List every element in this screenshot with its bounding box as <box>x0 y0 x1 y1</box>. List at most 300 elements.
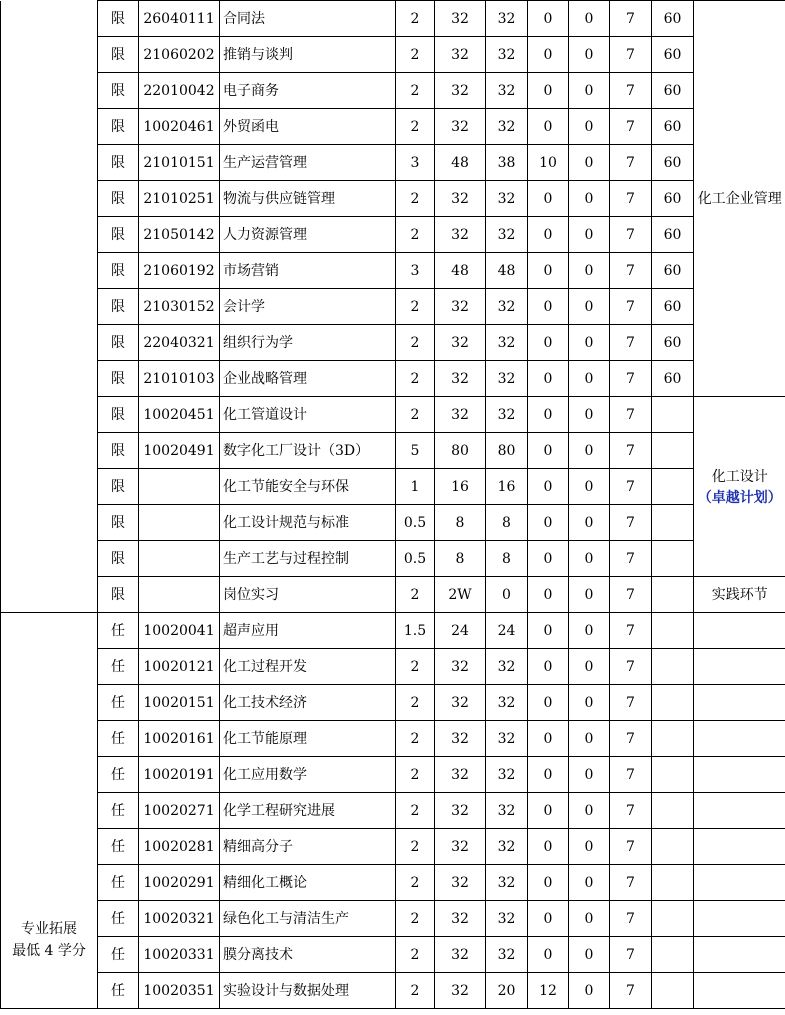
table-row <box>1 289 785 325</box>
practice-hours-cell: 0 <box>569 721 610 757</box>
practice-hours-cell: 0 <box>569 685 610 721</box>
semester-cell: 7 <box>610 757 652 793</box>
course-name-cell: 岗位实习 <box>220 577 396 613</box>
practice-hours-cell: 0 <box>569 757 610 793</box>
total-hours-cell: 32 <box>435 865 486 901</box>
lecture-hours-cell: 32 <box>486 901 528 937</box>
credits-cell: 2 <box>396 325 435 361</box>
course-code-cell: 26040111 <box>139 1 220 37</box>
lecture-hours-cell: 32 <box>486 865 528 901</box>
lecture-hours-cell: 48 <box>486 253 528 289</box>
lecture-hours-cell: 16 <box>486 469 528 505</box>
total-hours-cell: 32 <box>435 901 486 937</box>
course-type-cell: 任 <box>98 685 139 721</box>
course-type-cell: 任 <box>98 901 139 937</box>
lab-hours-cell: 0 <box>528 937 569 973</box>
semester-cell: 7 <box>610 289 652 325</box>
limit-cell: 60 <box>652 73 694 109</box>
total-hours-cell: 32 <box>435 37 486 73</box>
lab-hours-cell: 0 <box>528 397 569 433</box>
course-type-cell: 限 <box>98 469 139 505</box>
practice-hours-cell: 0 <box>569 469 610 505</box>
limit-cell <box>652 937 694 973</box>
practice-hours-cell: 0 <box>569 37 610 73</box>
course-name-cell: 外贸函电 <box>220 109 396 145</box>
lecture-hours-cell: 32 <box>486 685 528 721</box>
credits-cell: 2 <box>396 721 435 757</box>
credits-cell: 2 <box>396 289 435 325</box>
lab-hours-cell: 0 <box>528 1 569 37</box>
limit-cell: 60 <box>652 109 694 145</box>
remark-cell <box>694 973 785 1009</box>
total-hours-cell: 32 <box>435 829 486 865</box>
course-type-cell: 限 <box>98 397 139 433</box>
credits-cell: 2 <box>396 109 435 145</box>
lecture-hours-cell: 32 <box>486 325 528 361</box>
lab-hours-cell: 0 <box>528 109 569 145</box>
table-row <box>1 37 785 73</box>
total-hours-cell: 80 <box>435 433 486 469</box>
limit-cell: 60 <box>652 37 694 73</box>
lab-hours-cell: 0 <box>528 649 569 685</box>
course-code-cell: 10020191 <box>139 757 220 793</box>
course-code-cell: 10020291 <box>139 865 220 901</box>
table-row <box>1 901 785 937</box>
practice-hours-cell: 0 <box>569 505 610 541</box>
table-row <box>1 865 785 901</box>
limit-cell: 60 <box>652 325 694 361</box>
course-name-cell: 化学工程研究进展 <box>220 793 396 829</box>
lab-hours-cell: 0 <box>528 793 569 829</box>
course-code-cell: 10020351 <box>139 973 220 1009</box>
lecture-hours-cell: 32 <box>486 649 528 685</box>
credits-cell: 2 <box>396 181 435 217</box>
lab-hours-cell: 0 <box>528 685 569 721</box>
course-code-cell <box>139 505 220 541</box>
course-code-cell: 10020491 <box>139 433 220 469</box>
semester-cell: 7 <box>610 541 652 577</box>
course-code-cell: 21010151 <box>139 145 220 181</box>
lecture-hours-cell: 80 <box>486 433 528 469</box>
remark-text: 化工企业管理 <box>697 190 782 207</box>
semester-cell: 7 <box>610 397 652 433</box>
limit-cell <box>652 973 694 1009</box>
practice-hours-cell: 0 <box>569 325 610 361</box>
table-row <box>1 1 785 37</box>
limit-cell <box>652 505 694 541</box>
course-name-cell: 膜分离技术 <box>220 937 396 973</box>
table-row <box>1 613 785 649</box>
lab-hours-cell: 0 <box>528 361 569 397</box>
course-type-cell: 限 <box>98 181 139 217</box>
course-code-cell: 10020041 <box>139 613 220 649</box>
course-name-cell: 化工管道设计 <box>220 397 396 433</box>
course-type-cell: 任 <box>98 757 139 793</box>
remark-cell <box>694 721 785 757</box>
semester-cell: 7 <box>610 145 652 181</box>
course-name-cell: 市场营销 <box>220 253 396 289</box>
lab-hours-cell: 0 <box>528 613 569 649</box>
course-name-cell: 生产工艺与过程控制 <box>220 541 396 577</box>
course-code-cell: 21060192 <box>139 253 220 289</box>
lab-hours-cell: 0 <box>528 217 569 253</box>
practice-hours-cell: 0 <box>569 829 610 865</box>
limit-cell <box>652 649 694 685</box>
course-name-cell: 人力资源管理 <box>220 217 396 253</box>
semester-cell: 7 <box>610 37 652 73</box>
limit-cell <box>652 397 694 433</box>
course-name-cell: 推销与谈判 <box>220 37 396 73</box>
total-hours-cell: 32 <box>435 217 486 253</box>
course-type-cell: 限 <box>98 217 139 253</box>
practice-hours-cell: 0 <box>569 901 610 937</box>
table-row <box>1 397 785 433</box>
remark-group-enterprise-management <box>694 1 785 397</box>
table-row <box>1 361 785 397</box>
limit-cell <box>652 685 694 721</box>
table-row <box>1 973 785 1009</box>
course-code-cell <box>139 577 220 613</box>
limit-cell <box>652 721 694 757</box>
remark-text: 化工设计 <box>711 468 768 485</box>
remark-group-practice <box>694 577 785 613</box>
table-row <box>1 181 785 217</box>
category-extension-cell <box>1 613 98 1009</box>
remark-cell <box>694 757 785 793</box>
lab-hours-cell: 0 <box>528 505 569 541</box>
credits-cell: 2 <box>396 1 435 37</box>
course-name-cell: 精细高分子 <box>220 829 396 865</box>
total-hours-cell: 32 <box>435 181 486 217</box>
lecture-hours-cell: 32 <box>486 397 528 433</box>
remark-cell <box>694 793 785 829</box>
course-type-cell: 任 <box>98 649 139 685</box>
remark-group-chemical-design <box>694 397 785 577</box>
lecture-hours-cell: 32 <box>486 289 528 325</box>
credits-cell: 2 <box>396 865 435 901</box>
course-code-cell: 10020281 <box>139 829 220 865</box>
lab-hours-cell: 0 <box>528 865 569 901</box>
table-row <box>1 829 785 865</box>
course-type-cell: 限 <box>98 73 139 109</box>
course-name-cell: 超声应用 <box>220 613 396 649</box>
lecture-hours-cell: 32 <box>486 829 528 865</box>
semester-cell: 7 <box>610 937 652 973</box>
course-code-cell: 22040321 <box>139 325 220 361</box>
total-hours-cell: 32 <box>435 937 486 973</box>
limit-cell: 60 <box>652 289 694 325</box>
lab-hours-cell: 0 <box>528 73 569 109</box>
semester-cell: 7 <box>610 505 652 541</box>
course-name-cell: 绿色化工与清洁生产 <box>220 901 396 937</box>
credits-cell: 2 <box>396 217 435 253</box>
course-code-cell: 10020271 <box>139 793 220 829</box>
practice-hours-cell: 0 <box>569 793 610 829</box>
course-code-cell: 22010042 <box>139 73 220 109</box>
practice-hours-cell: 0 <box>569 217 610 253</box>
table-row <box>1 577 785 613</box>
semester-cell: 7 <box>610 217 652 253</box>
course-type-cell: 任 <box>98 793 139 829</box>
course-name-cell: 电子商务 <box>220 73 396 109</box>
credits-cell: 2 <box>396 685 435 721</box>
lecture-hours-cell: 0 <box>486 577 528 613</box>
course-code-cell: 21060202 <box>139 37 220 73</box>
category-label: 专业拓展 <box>21 921 77 937</box>
course-name-cell: 数字化工厂设计（3D） <box>220 433 396 469</box>
semester-cell: 7 <box>610 109 652 145</box>
practice-hours-cell: 0 <box>569 865 610 901</box>
limit-cell: 60 <box>652 217 694 253</box>
lab-hours-cell: 0 <box>528 289 569 325</box>
total-hours-cell: 32 <box>435 325 486 361</box>
course-name-cell: 化工应用数学 <box>220 757 396 793</box>
lab-hours-cell: 0 <box>528 37 569 73</box>
table-row <box>1 721 785 757</box>
course-code-cell: 21010103 <box>139 361 220 397</box>
remark-cell <box>694 649 785 685</box>
remark-cell <box>694 829 785 865</box>
semester-cell: 7 <box>610 325 652 361</box>
limit-cell <box>652 865 694 901</box>
total-hours-cell: 32 <box>435 289 486 325</box>
credits-cell: 3 <box>396 253 435 289</box>
lab-hours-cell: 10 <box>528 145 569 181</box>
semester-cell: 7 <box>610 433 652 469</box>
semester-cell: 7 <box>610 865 652 901</box>
course-name-cell: 精细化工概论 <box>220 865 396 901</box>
total-hours-cell: 32 <box>435 973 486 1009</box>
table-row <box>1 541 785 577</box>
course-code-cell: 10020161 <box>139 721 220 757</box>
course-code-cell: 10020461 <box>139 109 220 145</box>
course-type-cell: 限 <box>98 361 139 397</box>
remark-cell <box>694 865 785 901</box>
course-name-cell: 会计学 <box>220 289 396 325</box>
total-hours-cell: 32 <box>435 1 486 37</box>
lecture-hours-cell: 8 <box>486 541 528 577</box>
course-type-cell: 限 <box>98 505 139 541</box>
course-code-cell: 10020321 <box>139 901 220 937</box>
lab-hours-cell: 12 <box>528 973 569 1009</box>
lab-hours-cell: 0 <box>528 757 569 793</box>
limit-cell <box>652 433 694 469</box>
course-code-cell <box>139 469 220 505</box>
limit-cell: 60 <box>652 361 694 397</box>
lecture-hours-cell: 32 <box>486 109 528 145</box>
limit-cell <box>652 541 694 577</box>
course-type-cell: 限 <box>98 541 139 577</box>
practice-hours-cell: 0 <box>569 181 610 217</box>
total-hours-cell: 48 <box>435 253 486 289</box>
semester-cell: 7 <box>610 685 652 721</box>
course-code-cell: 21050142 <box>139 217 220 253</box>
category-cell-continued <box>1 1 98 613</box>
total-hours-cell: 24 <box>435 613 486 649</box>
table-row <box>1 505 785 541</box>
total-hours-cell: 32 <box>435 361 486 397</box>
lecture-hours-cell: 32 <box>486 181 528 217</box>
lecture-hours-cell: 24 <box>486 613 528 649</box>
lab-hours-cell: 0 <box>528 253 569 289</box>
course-type-cell: 任 <box>98 937 139 973</box>
course-type-cell: 限 <box>98 325 139 361</box>
course-code-cell <box>139 541 220 577</box>
course-name-cell: 实验设计与数据处理 <box>220 973 396 1009</box>
semester-cell: 7 <box>610 793 652 829</box>
course-code-cell: 21030152 <box>139 289 220 325</box>
credits-cell: 5 <box>396 433 435 469</box>
practice-hours-cell: 0 <box>569 1 610 37</box>
lecture-hours-cell: 32 <box>486 793 528 829</box>
lab-hours-cell: 0 <box>528 181 569 217</box>
table-row <box>1 433 785 469</box>
semester-cell: 7 <box>610 1 652 37</box>
credits-cell: 2 <box>396 73 435 109</box>
practice-hours-cell: 0 <box>569 973 610 1009</box>
course-type-cell: 限 <box>98 37 139 73</box>
table-row <box>1 253 785 289</box>
course-type-cell: 任 <box>98 829 139 865</box>
table-row <box>1 73 785 109</box>
practice-hours-cell: 0 <box>569 577 610 613</box>
semester-cell: 7 <box>610 901 652 937</box>
credits-cell: 0.5 <box>396 541 435 577</box>
credits-cell: 2 <box>396 37 435 73</box>
credits-cell: 1.5 <box>396 613 435 649</box>
practice-hours-cell: 0 <box>569 361 610 397</box>
total-hours-cell: 32 <box>435 649 486 685</box>
credits-cell: 2 <box>396 793 435 829</box>
practice-hours-cell: 0 <box>569 253 610 289</box>
credits-cell: 2 <box>396 397 435 433</box>
total-hours-cell: 16 <box>435 469 486 505</box>
semester-cell: 7 <box>610 361 652 397</box>
remark-cell <box>694 613 785 649</box>
table-row <box>1 685 785 721</box>
total-hours-cell: 32 <box>435 793 486 829</box>
credits-cell: 2 <box>396 361 435 397</box>
semester-cell: 7 <box>610 73 652 109</box>
remark-cell <box>694 685 785 721</box>
course-type-cell: 任 <box>98 613 139 649</box>
course-type-cell: 限 <box>98 145 139 181</box>
credits-cell: 3 <box>396 145 435 181</box>
course-code-cell: 10020121 <box>139 649 220 685</box>
course-name-cell: 生产运营管理 <box>220 145 396 181</box>
course-name-cell: 组织行为学 <box>220 325 396 361</box>
credits-cell: 0.5 <box>396 505 435 541</box>
limit-cell: 60 <box>652 181 694 217</box>
semester-cell: 7 <box>610 973 652 1009</box>
table-row <box>1 757 785 793</box>
lecture-hours-cell: 32 <box>486 73 528 109</box>
credits-cell: 2 <box>396 649 435 685</box>
limit-cell <box>652 793 694 829</box>
practice-hours-cell: 0 <box>569 541 610 577</box>
credits-cell: 2 <box>396 937 435 973</box>
course-type-cell: 限 <box>98 1 139 37</box>
table-row <box>1 109 785 145</box>
lecture-hours-cell: 32 <box>486 757 528 793</box>
lecture-hours-cell: 8 <box>486 505 528 541</box>
practice-hours-cell: 0 <box>569 613 610 649</box>
remark-highlight: （卓越计划） <box>697 489 782 506</box>
semester-cell: 7 <box>610 649 652 685</box>
course-name-cell: 企业战略管理 <box>220 361 396 397</box>
table-row <box>1 937 785 973</box>
table-row <box>1 793 785 829</box>
lecture-hours-cell: 32 <box>486 721 528 757</box>
semester-cell: 7 <box>610 613 652 649</box>
limit-cell: 60 <box>652 145 694 181</box>
lecture-hours-cell: 32 <box>486 1 528 37</box>
total-hours-cell: 32 <box>435 397 486 433</box>
course-type-cell: 限 <box>98 253 139 289</box>
semester-cell: 7 <box>610 721 652 757</box>
limit-cell <box>652 577 694 613</box>
course-name-cell: 化工节能原理 <box>220 721 396 757</box>
practice-hours-cell: 0 <box>569 289 610 325</box>
lab-hours-cell: 0 <box>528 721 569 757</box>
course-name-cell: 合同法 <box>220 1 396 37</box>
total-hours-cell: 32 <box>435 757 486 793</box>
course-type-cell: 限 <box>98 433 139 469</box>
total-hours-cell: 48 <box>435 145 486 181</box>
course-code-cell: 10020331 <box>139 937 220 973</box>
lecture-hours-cell: 38 <box>486 145 528 181</box>
total-hours-cell: 8 <box>435 541 486 577</box>
course-code-cell: 10020151 <box>139 685 220 721</box>
course-type-cell: 限 <box>98 109 139 145</box>
semester-cell: 7 <box>610 469 652 505</box>
practice-hours-cell: 0 <box>569 145 610 181</box>
lab-hours-cell: 0 <box>528 829 569 865</box>
table-row <box>1 649 785 685</box>
lab-hours-cell: 0 <box>528 433 569 469</box>
course-name-cell: 化工设计规范与标准 <box>220 505 396 541</box>
total-hours-cell: 32 <box>435 73 486 109</box>
lecture-hours-cell: 32 <box>486 937 528 973</box>
credits-cell: 2 <box>396 901 435 937</box>
limit-cell <box>652 613 694 649</box>
course-name-cell: 物流与供应链管理 <box>220 181 396 217</box>
semester-cell: 7 <box>610 829 652 865</box>
limit-cell <box>652 829 694 865</box>
total-hours-cell: 8 <box>435 505 486 541</box>
practice-hours-cell: 0 <box>569 433 610 469</box>
lab-hours-cell: 0 <box>528 541 569 577</box>
limit-cell: 60 <box>652 1 694 37</box>
total-hours-cell: 32 <box>435 721 486 757</box>
course-type-cell: 任 <box>98 973 139 1009</box>
course-name-cell: 化工节能安全与环保 <box>220 469 396 505</box>
semester-cell: 7 <box>610 253 652 289</box>
table-row <box>1 325 785 361</box>
course-type-cell: 限 <box>98 289 139 325</box>
lab-hours-cell: 0 <box>528 469 569 505</box>
total-hours-cell: 32 <box>435 109 486 145</box>
lecture-hours-cell: 20 <box>486 973 528 1009</box>
limit-cell <box>652 469 694 505</box>
total-hours-cell: 2W <box>435 577 486 613</box>
lecture-hours-cell: 32 <box>486 37 528 73</box>
course-type-cell: 任 <box>98 865 139 901</box>
category-credits: 最低 4 学分 <box>12 943 86 959</box>
credits-cell: 2 <box>396 757 435 793</box>
credits-cell: 2 <box>396 577 435 613</box>
semester-cell: 7 <box>610 181 652 217</box>
